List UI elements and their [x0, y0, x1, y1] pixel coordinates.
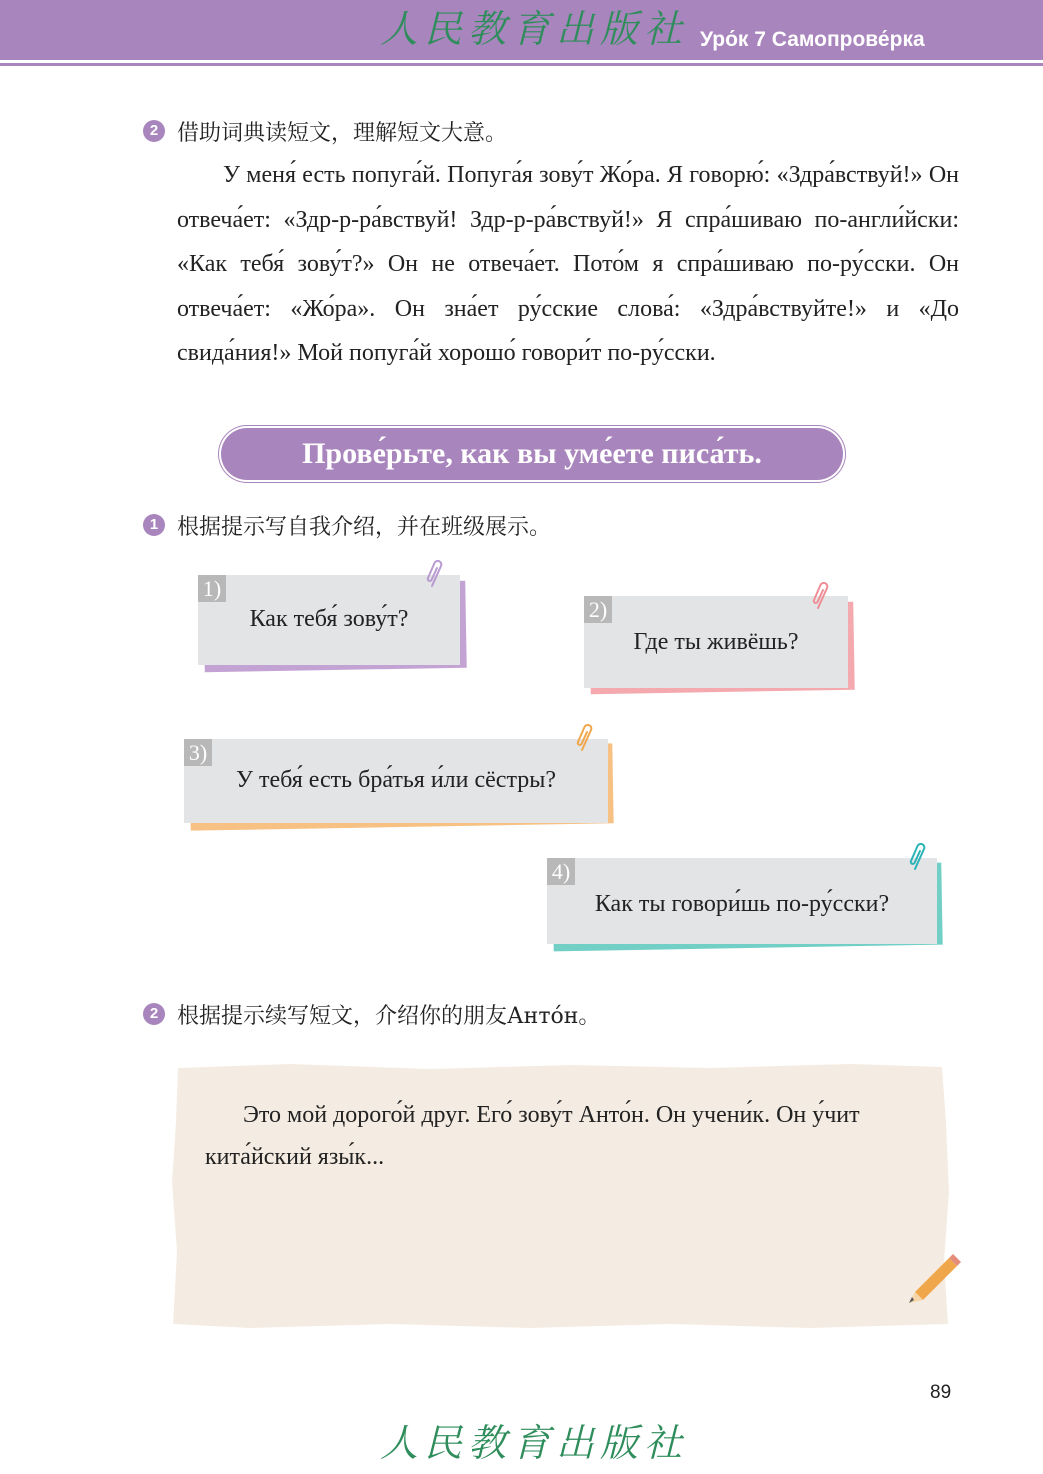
card4-label: 4)	[547, 858, 575, 885]
paperclip-icon	[426, 560, 446, 590]
pencil-icon	[905, 1250, 963, 1304]
paperclip-icon	[909, 843, 929, 873]
card3-question: У тебя́ есть бра́тья и́ли сёстры?	[235, 767, 556, 793]
reading-task-number: 2	[143, 120, 165, 142]
card2-question: Где ты живёшь?	[633, 629, 799, 655]
task2-instruction: 根据提示续写短文，介绍你的朋友Анто́н。	[177, 1004, 601, 1029]
footer-publisher-logo: 人民教育出版社	[380, 1421, 689, 1465]
reading-paragraph: У меня́ есть попуга́й. Попуга́я зову́т Жо́ра. Я говорю́: «Здра́вствуй!» Он отвеча́ет: «Здр-р-ра́вствуй! Здр-р-ра́вствуй!» Я спра́шиваю по-англи́йски: «Как тебя́ зову́т?» Он не отвеча́ет. Пото́м я спра́шиваю по-ру́сски. Он отвеча́ет: «Жо́ра». Он зна́ет ру́сские слова́: «Здра́вствуйте!» и «До свида́ния!» Мой попуга́й хорошо́ говори́т по-ру́сски.	[177, 162, 959, 366]
section-banner-title: Прове́рьте, как вы уме́ете писа́ть.	[302, 437, 762, 470]
card1-question: Как тебя́ зову́т?	[249, 606, 409, 632]
paperclip-icon	[812, 582, 832, 612]
note-card-4	[547, 858, 937, 944]
page-number: 89	[930, 1382, 952, 1403]
publisher-logo: 人民教育出版社	[380, 7, 689, 51]
paperclip-icon	[576, 724, 596, 754]
task1-number: 1	[143, 514, 165, 536]
note-card-1	[198, 575, 460, 665]
card2-label: 2)	[584, 596, 612, 623]
header-divider	[0, 63, 1043, 66]
section-banner	[221, 428, 843, 480]
card4-question: Как ты говори́шь по-ру́сски?	[594, 891, 890, 917]
task2-number: 2	[143, 1003, 165, 1025]
task1-instruction: 根据提示写自我介绍，并在班级展示。	[177, 515, 552, 540]
lesson-title: Уро́к 7 Самопрове́рка	[700, 28, 925, 51]
note-card-2	[584, 596, 848, 688]
writing-paper-text: Это мой дорого́й друг. Его́ зову́т Анто́н. Он учени́к. Он у́чит кита́йский язы́к...	[205, 1102, 860, 1170]
note-card-3	[184, 739, 608, 823]
card3-label: 3)	[184, 739, 212, 766]
reading-task-instruction: 借助词典读短文，理解短文大意。	[177, 121, 508, 146]
card1-label: 1)	[198, 575, 226, 602]
